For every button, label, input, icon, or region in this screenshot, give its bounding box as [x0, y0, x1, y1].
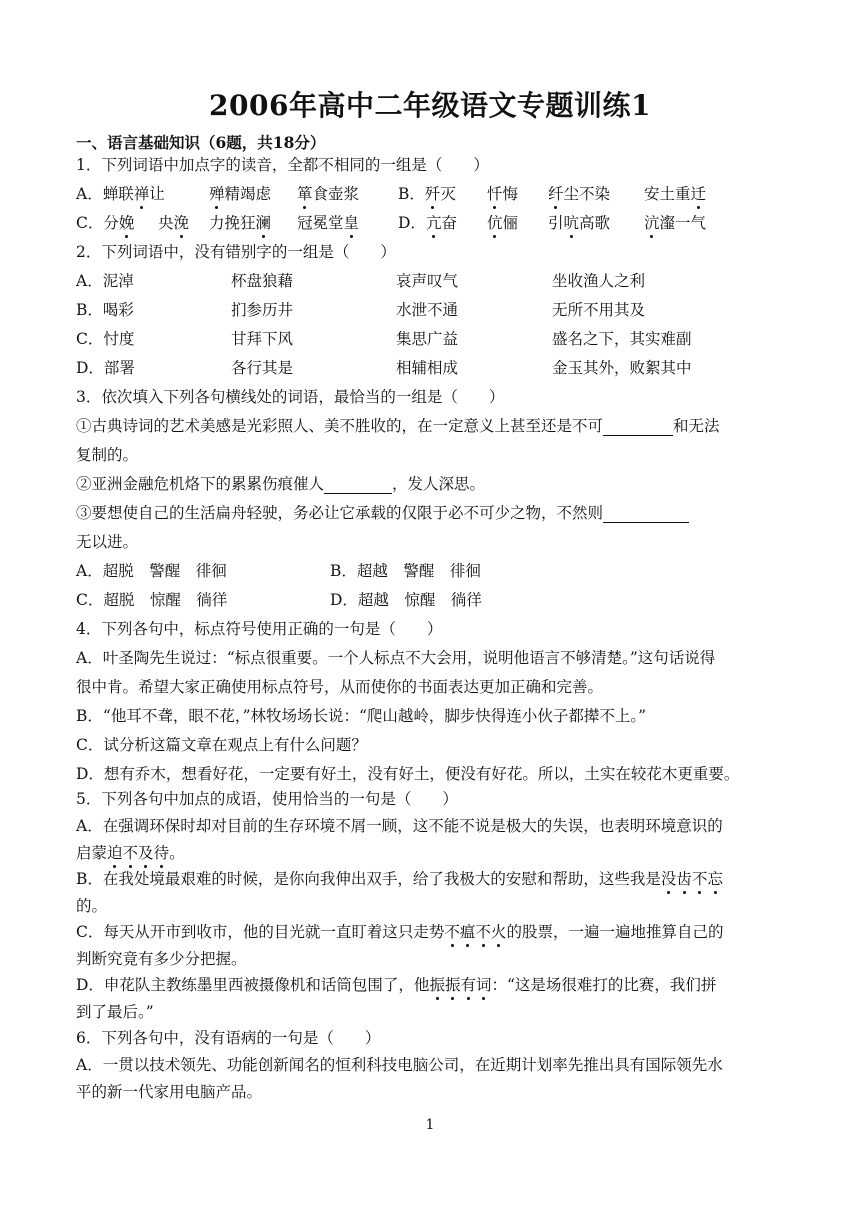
option-text: 力挽狂澜	[209, 214, 272, 232]
option-c-cont: 判断究竟有多少分把握。	[76, 950, 247, 968]
question-3-sentence-1-cont: 复制的。	[76, 446, 139, 464]
option-cell: 各行其是	[231, 359, 294, 377]
option-cell: 盛名之下，其实难副	[552, 330, 692, 348]
option-b: B．在我处境最艰难的时候，是你向我伸出双手，给了我极大的安慰和帮助，这些我是没齿不忘	[76, 870, 723, 888]
question-3-sentence-2: ②亚洲金融危机烙下的累累伤痕催人 ，发人深思。	[76, 475, 486, 493]
option-text: A．蝉联禅让	[76, 185, 165, 203]
option-text: 沆瀣一气	[644, 214, 707, 232]
option-cell: 杯盘狼藉	[231, 272, 294, 290]
option-cell: D．部署	[76, 359, 135, 377]
option-a: A．叶圣陶先生说过：“标点很重要。一个人标点不大会用，说明他语言不够清楚。”这句话说得	[76, 649, 716, 667]
option-cell: 哀声叹气	[396, 272, 459, 290]
option-text: 殚精竭虑	[209, 185, 272, 203]
option-d: D．想有乔木，想看好花，一定要有好土，没有好土，便没有好花。所以，土实在较花木更重要。	[76, 765, 740, 783]
option-cell: C．忖度	[76, 330, 135, 348]
option-a: A．一贯以技术领先、功能创新闻名的恒利科技电脑公司，在近期计划率先推出具有国际领先水	[76, 1056, 723, 1074]
question-6-stem: 6．下列各句中，没有语病的一句是（ ）	[76, 1029, 381, 1047]
option-b-cont: 的。	[76, 897, 108, 915]
option-a-cont: 很中肯。希望大家正确使用标点符号，从而使你的书面表达更加正确和完善。	[76, 678, 604, 696]
question-3-sentence-3: ③要想使自己的生活扁舟轻驶，务必让它承载的仅限于必不可少之物，不然则	[76, 503, 689, 523]
page-number: 1	[425, 1117, 435, 1133]
option-b: B．“他耳不聋，眼不花，”林牧场场长说：“爬山越岭，脚步快得连小伙子都撵不上。”	[76, 707, 647, 725]
option-text: C．分娩	[76, 214, 135, 232]
document-title: 2006年高中二年级语文专题训练1	[209, 89, 651, 122]
question-3-sentence-3-cont: 无以进。	[76, 533, 139, 551]
option-d-cont: 到了最后。”	[76, 1003, 154, 1021]
option-cell: 水泄不通	[396, 301, 459, 319]
option-cell: 坐收渔人之利	[552, 272, 646, 290]
option-cell: B．喝彩	[76, 301, 134, 319]
blank-line	[603, 505, 689, 523]
blank-line	[603, 418, 673, 436]
option-text: B．歼灭	[398, 185, 456, 203]
option-cell: A．泥淖	[76, 272, 134, 290]
option-cell: 无所不用其及	[552, 301, 646, 319]
option-c: C．每天从开市到收市，他的目光就一直盯着这只走势不瘟不火的股票，一遍一遍地推算自己的	[76, 923, 724, 941]
option-cell: 相辅相成	[396, 359, 459, 377]
option-text: 安土重迁	[644, 185, 707, 203]
option-a: A．在强调环保时却对目前的生存环境不屑一顾，这不能不说是极大的失误，也表明环境意识的	[76, 817, 723, 835]
question-5-stem: 5．下列各句中加点的成语，使用恰当的一句是（ ）	[76, 790, 458, 808]
option-d: D．超越 惊醒 徜徉	[330, 591, 482, 609]
option-text: 引吭高歌	[548, 214, 611, 232]
option-cell: 集思广益	[396, 330, 459, 348]
option-text: 箪食壶浆	[297, 185, 360, 203]
option-c: C．试分析这篇文章在观点上有什么问题？	[76, 736, 367, 754]
option-text: 央浼	[158, 214, 190, 232]
question-3-stem: 3．依次填入下列各句横线处的词语，最恰当的一组是（ ）	[76, 388, 505, 406]
question-1-stem: 1．下列词语中加点字的读音，全都不相同的一组是（ ）	[76, 156, 489, 174]
option-d: D．申花队主教练墨里西被摄像机和话筒包围了，他振振有词：“这是场很难打的比赛，我们拼	[76, 976, 717, 994]
question-3-sentence-1: ①古典诗词的艺术美感是光彩照人、美不胜收的，在一定意义上甚至还是不可 和无法	[76, 417, 720, 435]
question-2-stem: 2．下列词语中，没有错别字的一组是（ ）	[76, 243, 396, 261]
option-c: C．超脱 惊醒 徜徉	[76, 591, 228, 609]
option-text: 伉俪	[487, 214, 519, 232]
option-text: 冠冕堂皇	[297, 214, 360, 232]
section-heading: 一、语言基础知识（6题，共18分）	[76, 133, 326, 152]
option-b: B．超越 警醒 徘徊	[330, 562, 481, 580]
option-text: 忏悔	[487, 185, 519, 203]
option-text: 纤尘不染	[548, 185, 611, 203]
option-cell: 扪参历井	[231, 301, 294, 319]
option-cell: 金玉其外，败絮其中	[552, 359, 692, 377]
option-a-cont: 启蒙迫不及待。	[76, 844, 185, 862]
option-cell: 甘拜下风	[231, 330, 294, 348]
option-a: A．超脱 警醒 徘徊	[76, 562, 227, 580]
option-text: D．亢奋	[398, 214, 457, 232]
blank-line	[324, 476, 392, 494]
question-4-stem: 4．下列各句中，标点符号使用正确的一句是（ ）	[76, 620, 443, 638]
option-a-cont: 平的新一代家用电脑产品。	[76, 1083, 263, 1101]
